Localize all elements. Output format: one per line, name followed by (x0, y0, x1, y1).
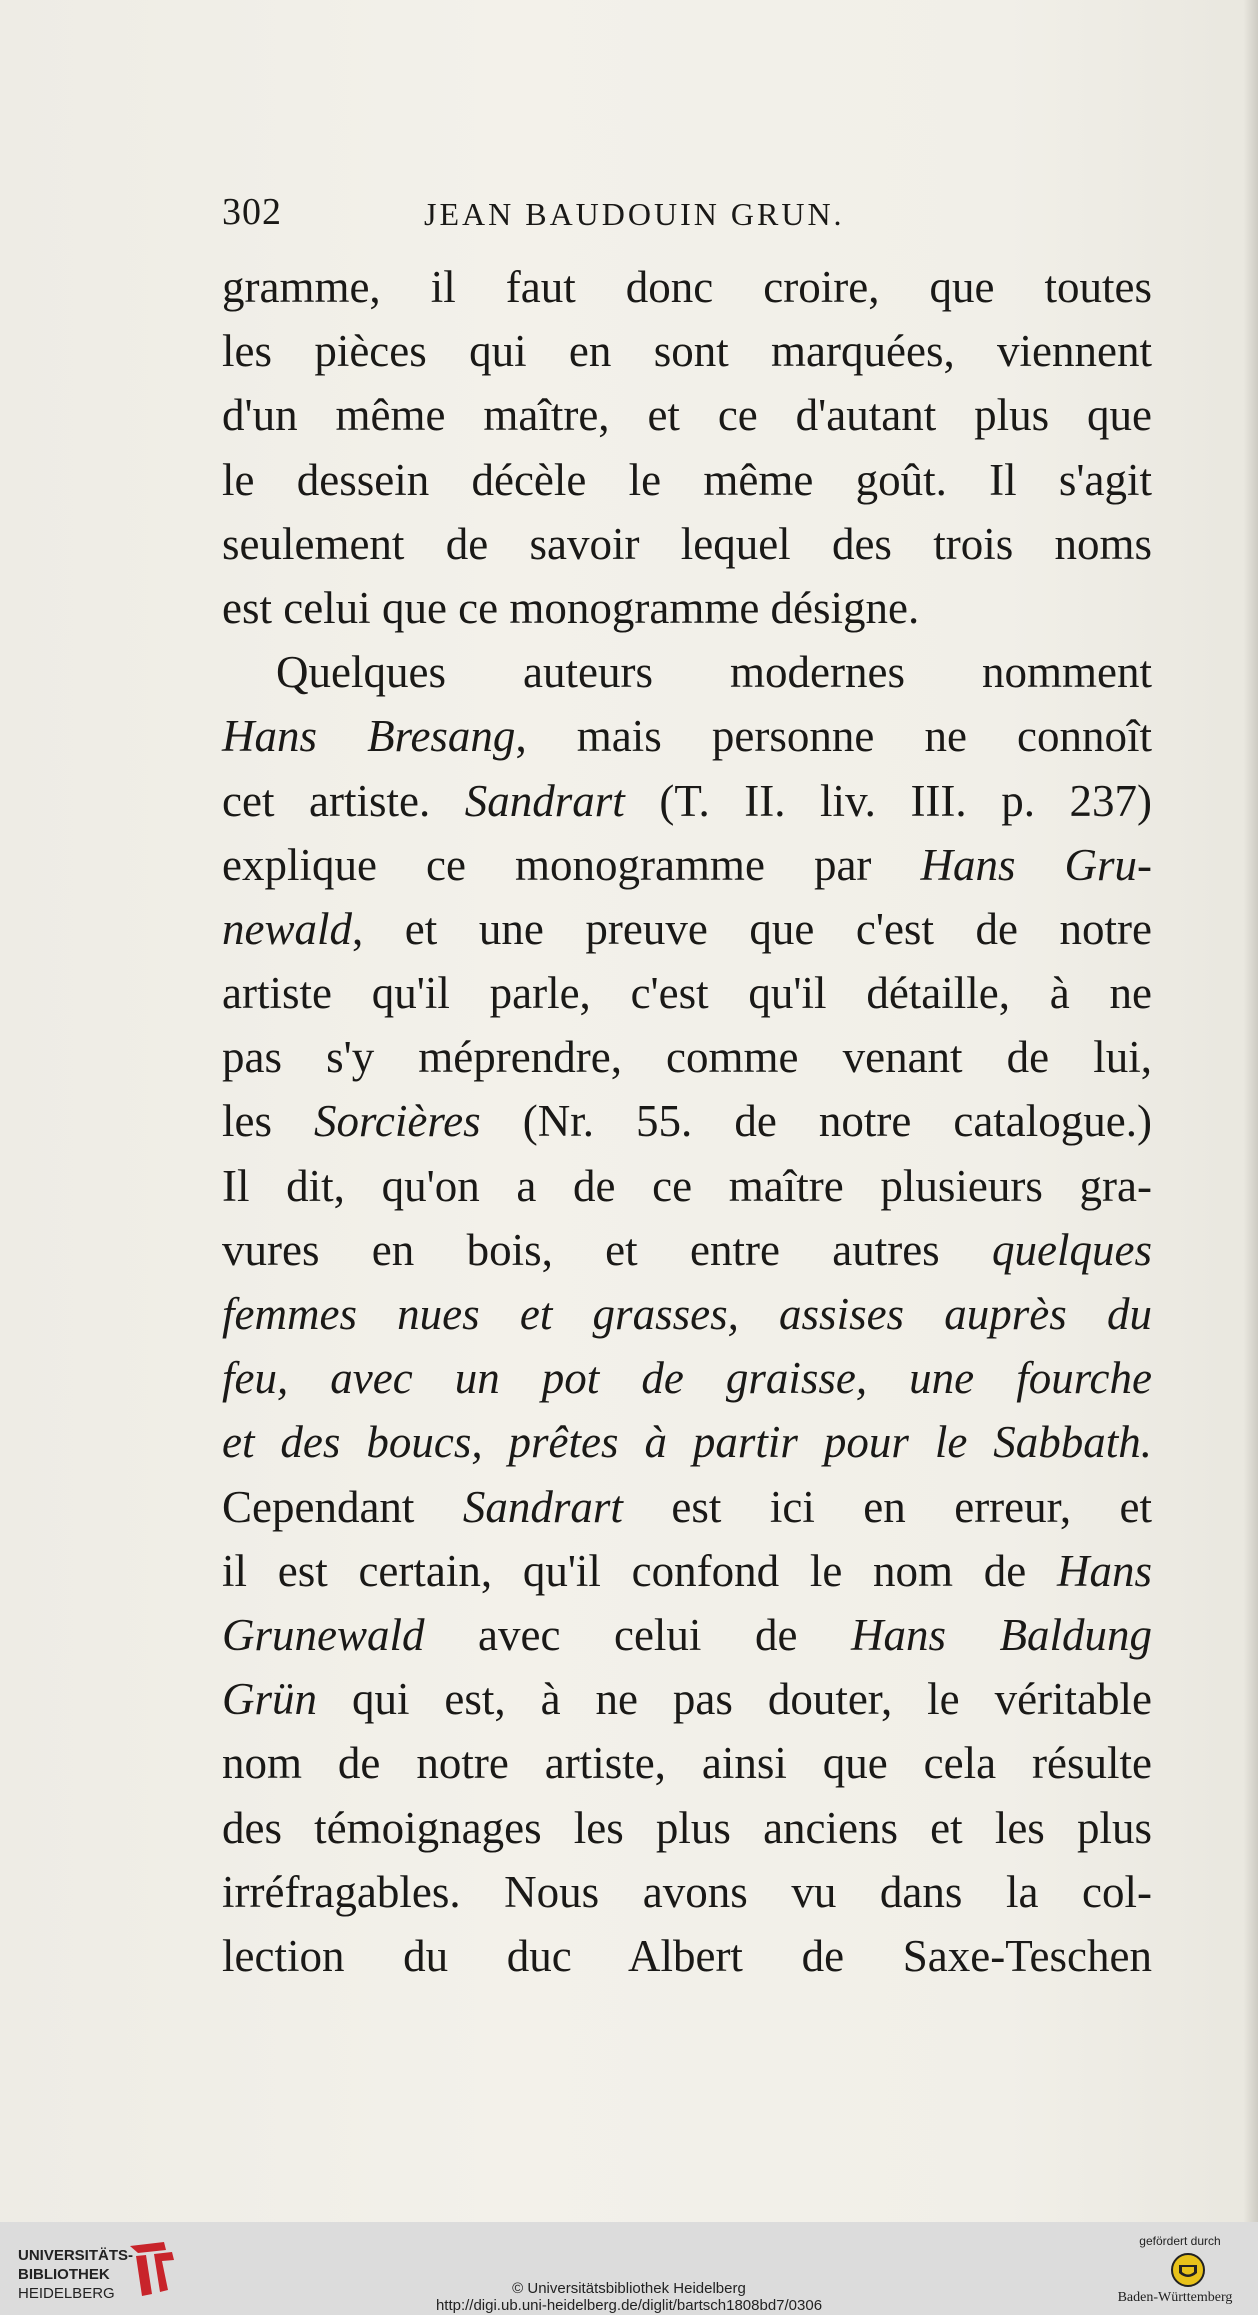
italic-text: Grün (222, 1674, 318, 1725)
running-title: JEAN BAUDOUIN GRUN. (424, 196, 845, 232)
text-segment: d'un même maître, et ce d'autant plus que (222, 390, 1152, 441)
text-line (222, 448, 1152, 512)
funder-name: Baden-Württemberg (1117, 2290, 1233, 2305)
text-segment: pas s'y méprendre, comme venant de lui, (222, 1032, 1152, 1083)
text-line (222, 255, 1152, 319)
text-line (222, 961, 1152, 1025)
body-text (222, 255, 1152, 1988)
italic-text: Sandrart (464, 775, 625, 826)
text-line (222, 1025, 1152, 1089)
text-line (222, 704, 1152, 768)
text-line (222, 1475, 1152, 1539)
text-line (222, 640, 1152, 704)
text-segment: il est certain, qu'il confond le nom de (222, 1545, 1057, 1596)
text-segment: lection du duc Albert de Saxe-Teschen (222, 1930, 1152, 1981)
copyright-notice (0, 2280, 1258, 2314)
text-line (222, 769, 1152, 833)
text-line (222, 1860, 1152, 1924)
library-name-line3: HEIDELBERG (18, 2285, 115, 2302)
text-segment: les (222, 1096, 315, 1147)
text-line (222, 897, 1152, 961)
text-segment: le dessein décèle le même goût. Il s'agit (222, 454, 1152, 505)
italic-text: Sandrart (462, 1481, 623, 1532)
text-line (222, 1282, 1152, 1346)
text-segment: (T. II. liv. III. p. 237) (624, 775, 1152, 826)
italic-text: newald (222, 903, 352, 954)
text-line (222, 1731, 1152, 1795)
library-name-line1: UNIVERSITÄTS- (18, 2247, 134, 2264)
text-line (222, 1603, 1152, 1667)
text-line (222, 319, 1152, 383)
text-line (222, 1667, 1152, 1731)
text-line (222, 1539, 1152, 1603)
text-segment: explique ce monogramme par (222, 839, 921, 890)
text-segment: nom de notre artiste, ainsi que cela résulte (222, 1738, 1152, 1789)
text-segment: avec celui de (424, 1609, 851, 1660)
italic-text: Hans Gru- (920, 839, 1152, 890)
text-segment: Quelques auteurs modernes nomment (276, 647, 1152, 698)
text-segment: qui est, à ne pas douter, le véritable (317, 1674, 1152, 1725)
italic-text: Hans (1056, 1545, 1152, 1596)
text-segment: vures en bois, et entre autres (222, 1224, 993, 1275)
text-line (222, 383, 1152, 447)
text-line (222, 1796, 1152, 1860)
italic-text: femmes nues et grasses, assises auprès du (222, 1289, 1152, 1339)
italic-text: Grunewald (222, 1609, 425, 1660)
italic-text: feu, avec un pot de graisse, une fourche (222, 1353, 1152, 1404)
italic-text: Sorcières (314, 1096, 481, 1147)
text-segment: artiste qu'il parle, c'est qu'il détaille, à ne (222, 968, 1152, 1019)
text-segment: Cependant (222, 1481, 463, 1532)
text-segment: (Nr. 55. de notre catalogue.) (480, 1096, 1152, 1147)
text-segment: , mais personne ne connoît (515, 711, 1152, 762)
italic-text: quelques (992, 1224, 1152, 1275)
text-line (222, 1924, 1152, 1988)
text-segment: est celui que ce monogramme désigne. (222, 582, 920, 633)
text-line (222, 1410, 1152, 1474)
footer-band (0, 2222, 1258, 2315)
library-name-line2: BIBLIOTHEK (18, 2266, 110, 2283)
text-segment: , et une preuve que c'est de notre (352, 903, 1152, 954)
text-segment: des témoignages les plus anciens et les plus (222, 1802, 1152, 1853)
italic-text: Hans Bresang (222, 711, 516, 762)
funded-by-label: gefördert durch (1139, 2234, 1221, 2248)
funder-crest-icon (1170, 2252, 1206, 2288)
text-line (222, 1089, 1152, 1153)
text-line (222, 512, 1152, 576)
source-url[interactable]: http://digi.ub.uni-heidelberg.de/diglit/bartsch1808bd7/0306 (435, 2297, 823, 2314)
italic-text: Hans Baldung (850, 1609, 1152, 1660)
text-line (222, 576, 1152, 640)
copyright-text: © Universitätsbibliothek Heidelberg (512, 2280, 746, 2297)
text-segment: les pièces qui en sont marquées, viennent (222, 326, 1152, 377)
text-line (222, 833, 1152, 897)
text-segment: irréfragables. Nous avons vu dans la col- (222, 1866, 1152, 1917)
text-line (222, 1346, 1152, 1410)
text-segment: cet artiste. (222, 775, 465, 826)
text-segment: seulement de savoir lequel des trois noms (222, 518, 1152, 569)
page-number: 302 (222, 191, 282, 233)
text-segment: gramme, il faut donc croire, que toutes (222, 262, 1152, 312)
running-header (222, 190, 1152, 250)
text-line (222, 1154, 1152, 1218)
italic-text: et des boucs, prêtes à partir pour le Sabbath. (222, 1417, 1152, 1468)
text-segment: est ici en erreur, et (622, 1481, 1153, 1532)
page-edge-shadow (1244, 0, 1258, 2222)
text-segment: Il dit, qu'on a de ce maître plusieurs gra- (222, 1160, 1152, 1211)
text-line (222, 1218, 1152, 1282)
